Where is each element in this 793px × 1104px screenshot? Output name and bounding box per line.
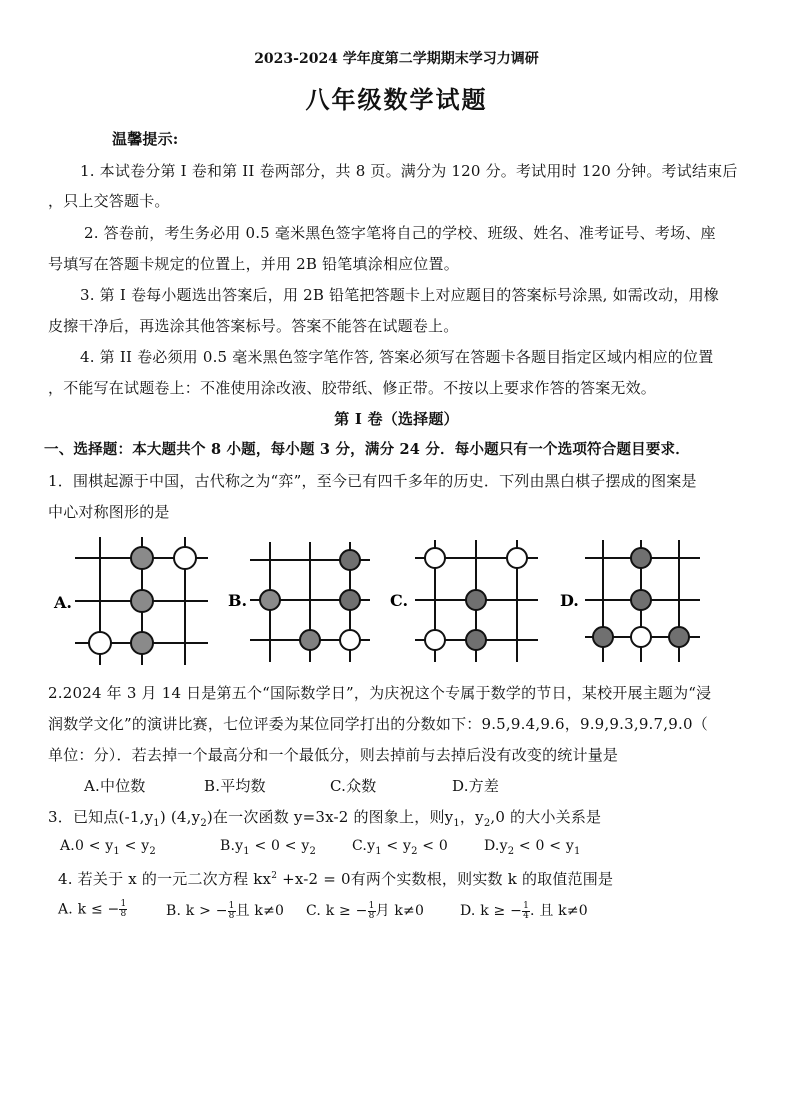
black-stone	[466, 630, 486, 650]
q4-option-a: A. k ≤ − $\frac{1}{8}$	[58, 899, 127, 919]
q3-option-b: $B.y_1 < 0 < y_2$	[220, 838, 317, 857]
q2-stem-line-2: 润数学文化”的演讲比赛，七位评委为某位同学打出的分数如下：9.5,9.4,9.6，9.9,9.3,9.7,9.0（	[48, 715, 708, 733]
go-figure-d	[560, 540, 700, 662]
black-stone	[593, 627, 613, 647]
q3-option-a: $A.0 < y_1 < y_2$	[60, 838, 156, 857]
black-stone	[669, 627, 689, 647]
q2-option-a: A.中位数	[84, 777, 146, 795]
section-instruction: 一、选择题：本大题共个 8 小题，每小题 3 分，满分 24 分．每小题只有一个选项符合题目要求．	[44, 441, 690, 458]
q4-option-c: C. k ≥ − $\frac{1}{8}$ 月 k≠0	[306, 900, 425, 921]
tip-4-line-2: ，不能写在试题卷上：不准使用涂改液、胶带纸、修正带。不按以上要求作答的答案无效。	[48, 379, 657, 397]
q2-stem-line-1: 2.2024 年 3 月 14 日是第五个“国际数学日”，为庆祝这个专属于数学的节日，某校开展主题为“浸	[48, 684, 712, 702]
black-stone	[260, 590, 280, 610]
white-stone	[89, 632, 111, 654]
q3-option-d: $D.y_2 < 0 < y_1$	[484, 838, 581, 857]
black-stone	[340, 590, 360, 610]
white-stone	[340, 630, 360, 650]
black-stone	[631, 548, 651, 568]
q1-stem-line-2: 中心对称图形的是	[48, 503, 170, 521]
section-title: 第 I 卷（选择题）	[334, 410, 459, 428]
black-stone	[340, 550, 360, 570]
q2-stem-line-3: 单位：分）．若去掉一个最高分和一个最低分，则去掉前与去掉后没有改变的统计量是	[48, 746, 619, 764]
black-stone	[466, 590, 486, 610]
tips-heading: 温馨提示:	[112, 130, 179, 148]
tip-3-line-2: 皮擦干净后，再选涂其他答案标号。答案不能答在试题卷上。	[48, 317, 459, 335]
q4-option-b: B. k > − $\frac{1}{8}$ 且 k≠0	[166, 900, 285, 921]
q2-option-c: C.众数	[330, 777, 377, 795]
tip-2-line-1: 2. 答卷前，考生务必用 0.5 毫米黑色签字笔将自己的学校、班级、姓名、准考证号、考场、座	[84, 224, 716, 242]
q4-stem: 4. 若关于 x 的一元二次方程 $kx^2 +x-2 = 0$有两个实数根，则实数 k 的取值范围是	[58, 870, 614, 888]
black-stone	[631, 590, 651, 610]
black-stone	[131, 590, 153, 612]
tip-1-line-1: 1. 本试卷分第 I 卷和第 II 卷两部分，共 8 页。满分为 120 分。考试用时 120 分钟。考试结束后	[80, 162, 738, 180]
exam-title: 八年级数学试题	[305, 85, 488, 114]
go-figure-a	[53, 537, 208, 665]
tip-2-line-2: 号填写在答题卡规定的位置上，并用 2B 铅笔填涂相应位置。	[48, 255, 459, 273]
black-stone	[300, 630, 320, 650]
tip-3-line-1: 3. 第 I 卷每小题选出答案后，用 2B 铅笔把答题卡上对应题目的答案标号涂黑, 如需改动，用橡	[80, 286, 719, 304]
q1-go-figures	[40, 530, 760, 670]
option-label-c: C.	[390, 591, 409, 610]
option-label-b: B.	[228, 591, 248, 610]
white-stone	[174, 547, 196, 569]
q2-option-b: B.平均数	[204, 777, 266, 795]
black-stone	[131, 547, 153, 569]
white-stone	[631, 627, 651, 647]
option-label-a: A.	[54, 593, 72, 612]
black-stone	[131, 632, 153, 654]
q2-option-d: D.方差	[452, 777, 500, 795]
white-stone	[425, 630, 445, 650]
q3-option-c: $C.y_1 < y_2 < 0$	[352, 838, 448, 857]
option-label-d: D.	[560, 591, 579, 610]
tip-1-line-2: ，只上交答题卡。	[48, 192, 170, 210]
white-stone	[507, 548, 527, 568]
white-stone	[425, 548, 445, 568]
go-figure-b	[228, 542, 370, 662]
q1-stem-line-1: 1．围棋起源于中国，古代称之为“弈”，至今已有四千多年的历史．下列由黑白棋子摆成的图案是	[48, 472, 697, 490]
tip-4-line-1: 4. 第 II 卷必须用 0.5 毫米黑色签字笔作答, 答案必须写在答题卡各题目指定区域内相应的位置	[80, 348, 714, 366]
q3-stem: 3．已知点$(-1,y_1)$ $(4,y_2)$在一次函数 y=3x-2 的图象上，则$y_1$，$y_2,0$ 的大小关系是	[48, 808, 602, 829]
exam-subtitle: 2023-2024 学年度第二学期期末学习力调研	[254, 51, 539, 67]
go-figure-c	[390, 540, 538, 662]
q4-option-d: D. k ≥ − $\frac{1}{4}$ . 且 k≠0	[460, 900, 588, 921]
